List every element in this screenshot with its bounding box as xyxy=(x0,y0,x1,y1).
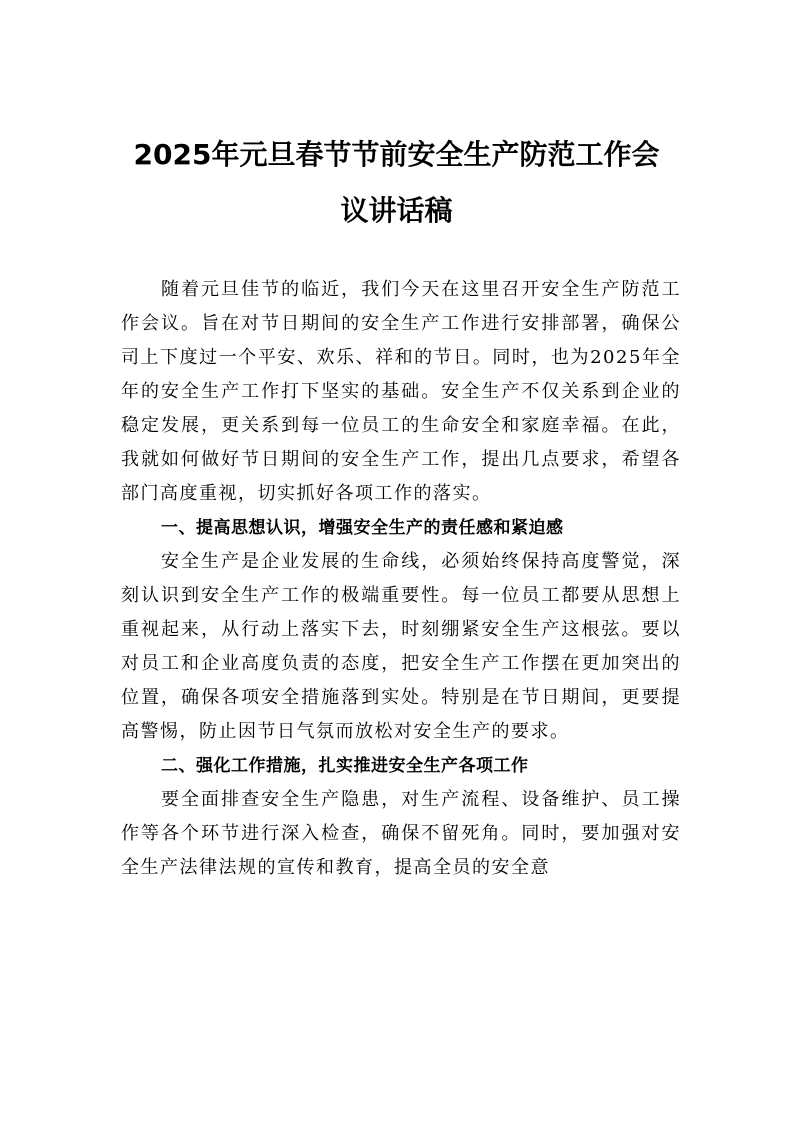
document-title-line-1: 2025年元旦春节节前安全生产防范工作会 xyxy=(133,138,660,171)
intro-paragraph: 随着元旦佳节的临近，我们今天在这里召开安全生产防范工作会议。旨在对节日期间的安全生产工作进行安排部署，确保公司上下度过一个平安、欢乐、祥和的节日。同时，也为2025年全年的安全生产工作打下坚实的基础。安全生产不仅关系到企业的稳定发展，更关系到每一位员工的生命安全和家庭幸福。在此，我就如何做好节日期间的安全生产工作，提出几点要求，希望各部门高度重视，切实抓好各项工作的落实。 xyxy=(121,279,681,504)
section-1-paragraph: 安全生产是企业发展的生命线，必须始终保持高度警觉，深刻认识到安全生产工作的极端重要性。每一位员工都要从思想上重视起来，从行动上落实下去，时刻绷紧安全生产这根弦。要以对员工和企业高度负责的态度，把安全生产工作摆在更加突出的位置，确保各项安全措施落到实处。特别是在节日期间，更要提高警惕，防止因节日气氛而放松对安全生产的要求。 xyxy=(121,551,681,742)
section-2-paragraph: 要全面排查安全生产隐患，对生产流程、设备维护、员工操作等各个环节进行深入检查，确保不留死角。同时，要加强对安全生产法律法规的宣传和教育，提高全员的安全意 xyxy=(121,789,681,878)
section-1-heading: 一、提高思想认识，增强安全生产的责任感和紧迫感 xyxy=(161,518,564,538)
section-2-heading: 二、强化工作措施，扎实推进安全生产各项工作 xyxy=(161,756,529,776)
document-body xyxy=(121,273,681,885)
document-title-line-2: 议讲话稿 xyxy=(340,194,453,227)
